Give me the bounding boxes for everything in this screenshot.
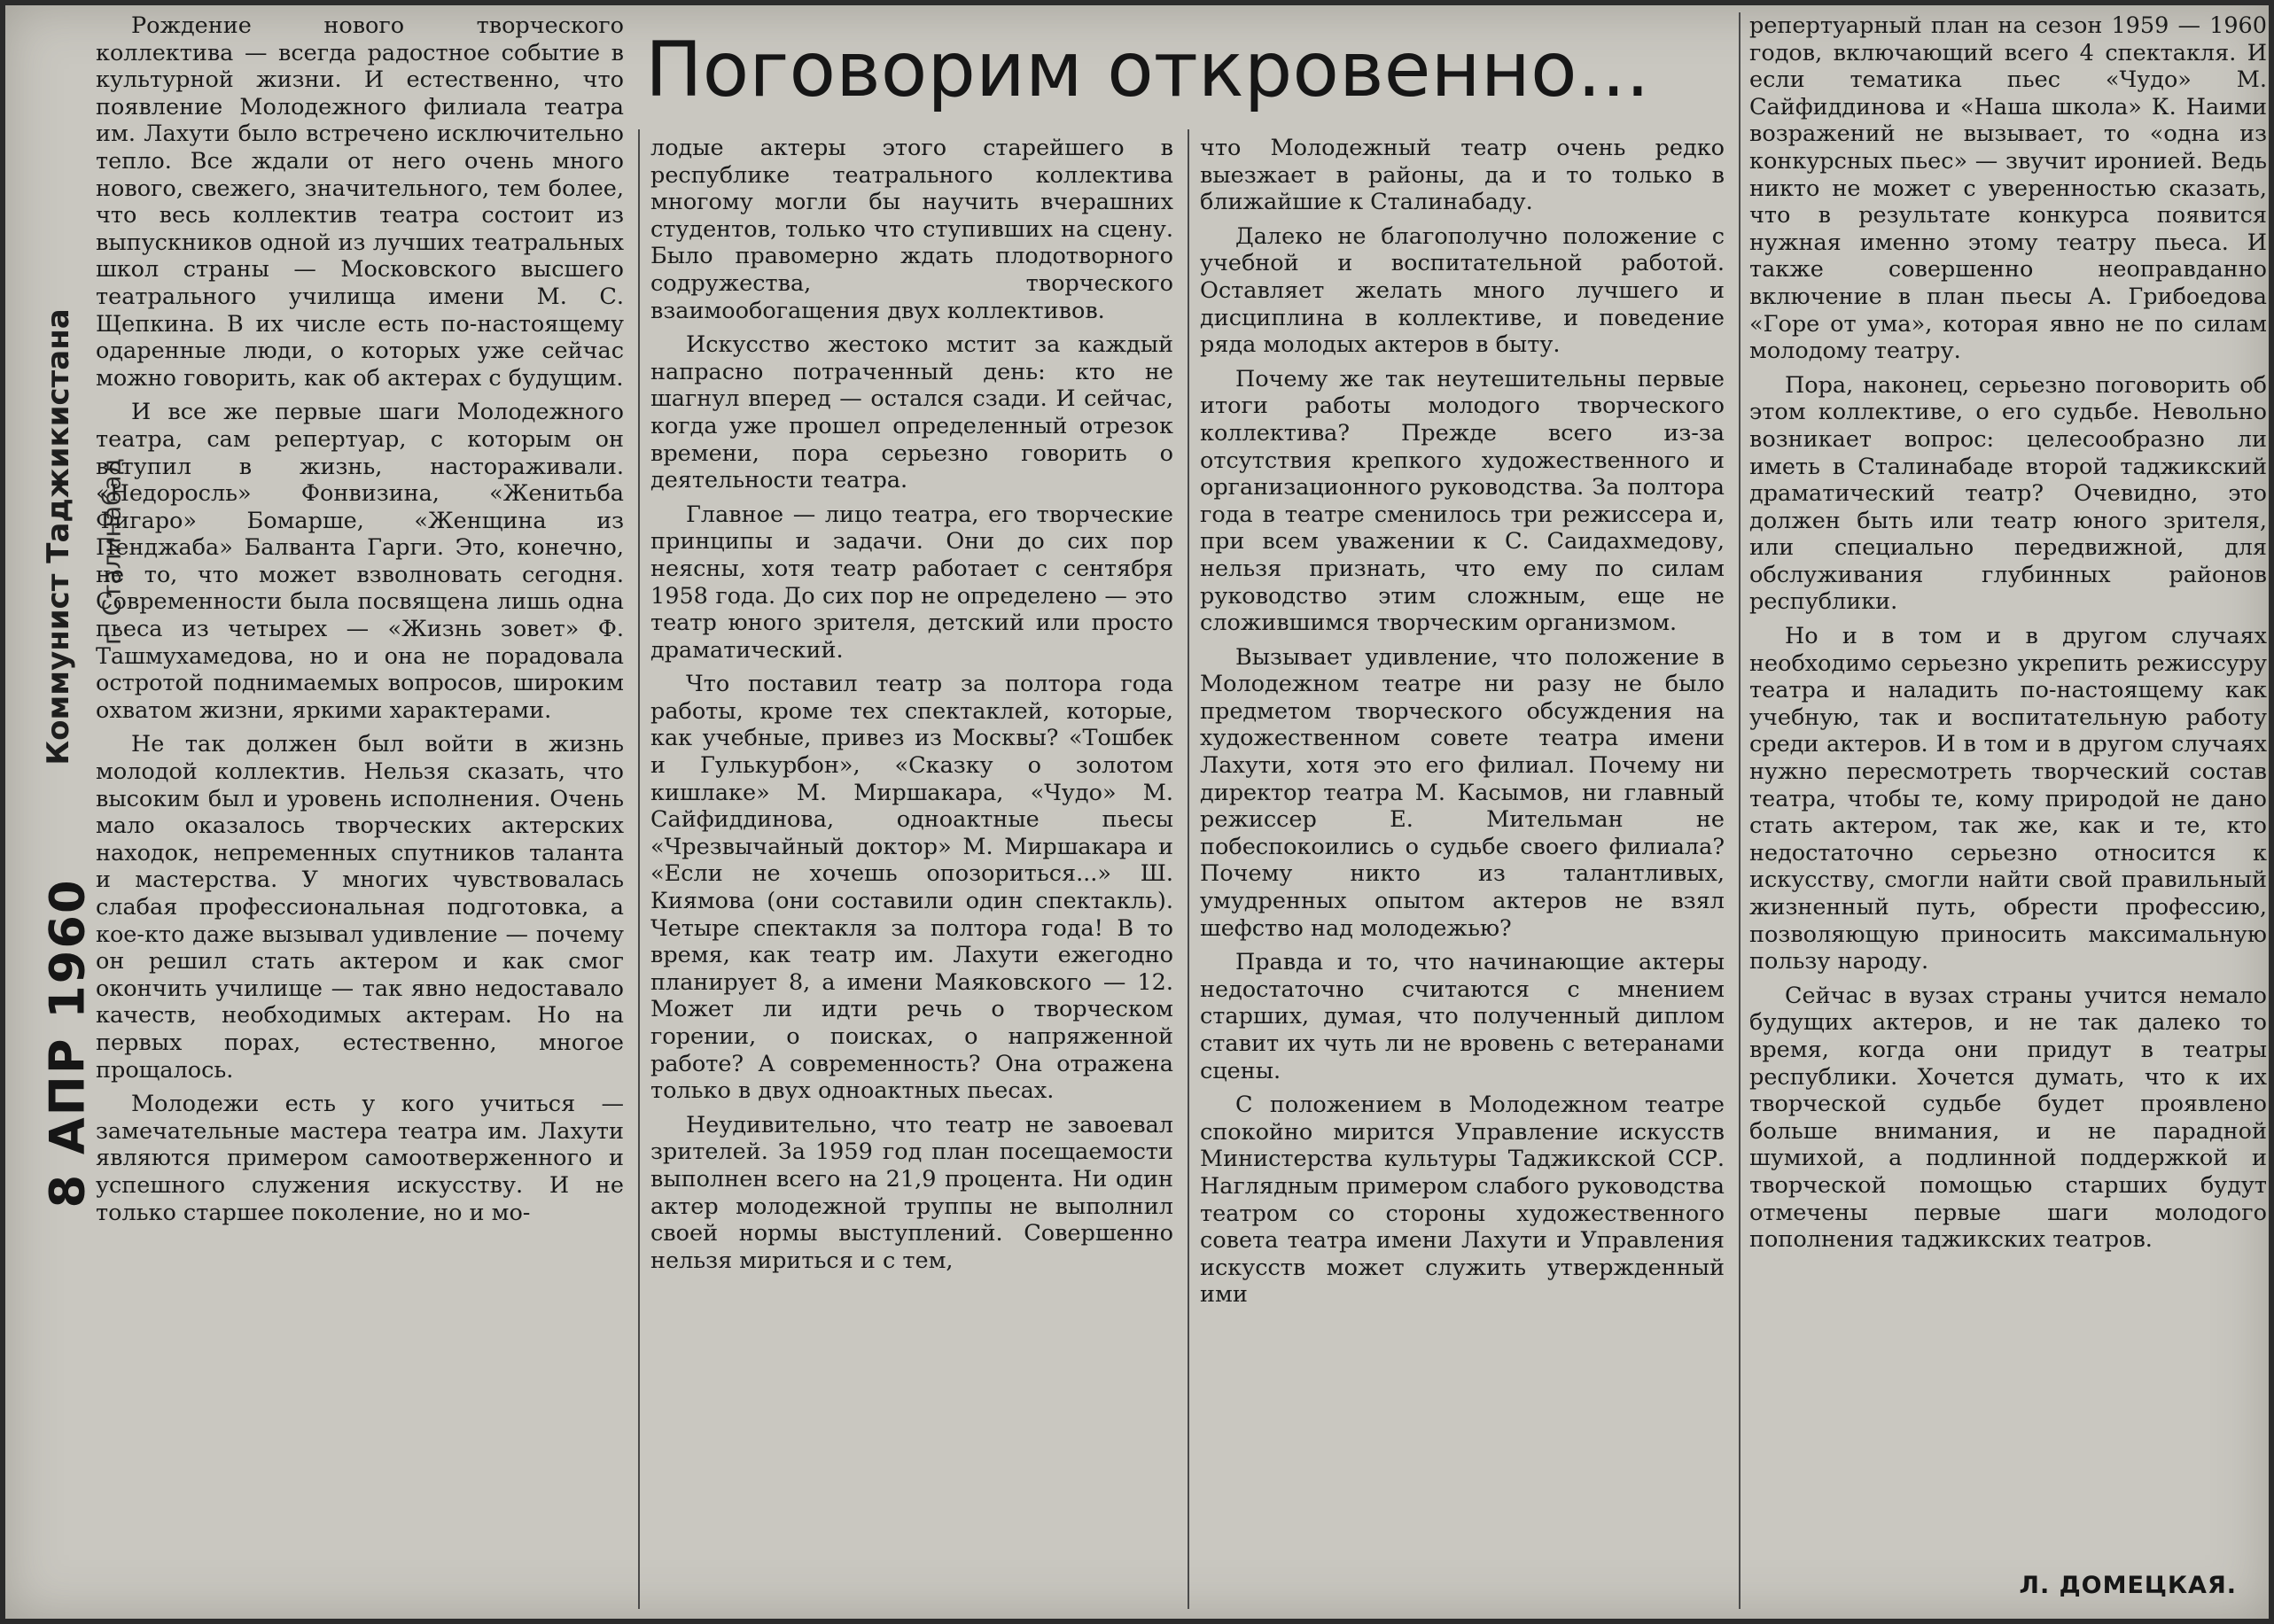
paragraph: Не так должен был войти в жизнь молодой коллектив. Нельзя сказать, что высоким был и уровень исполнения. Очень мало оказалось творческих актерских находок, непременных спутников таланта и мастерства. У многих чувствовалась слабая профессиональная подготовка, а кое-кто даже вызывал удивление — почему он решил стать актером и как смог окончить училище — так явно недоставало качеств, необходимых актерам. Но на первых порах, естественно, многое прощалось. (96, 731, 624, 1084)
article-column-3 (1200, 135, 1725, 1316)
column-divider (1188, 129, 1189, 1609)
paragraph: Рождение нового творческого коллектива — всегда радостное событие в культурной жизни. И естественно, что появление Молодежного филиала театра им. Лахути было встречено исключительно тепло. Все ждали от него очень много нового, свежего, значительного, тем более, что весь коллектив театра состоит из выпускников одной из лучших театральных школ страны — Московского высшего театрального училища имени М. С. Щепкина. В их числе есть по-настоящему одаренные люди, о которых уже сейчас можно говорить, как об актерах с будущим. (96, 12, 624, 392)
newspaper-clipping (5, 5, 2269, 1619)
stamp-date: 8 АПР 1960 (39, 878, 96, 1208)
stamp-newspaper-name: Коммунист Таджикистана (41, 308, 76, 765)
paragraph: Пора, наконец, серьезно поговорить об этом коллективе, о его судьбе. Невольно возникает вопрос: целесообразно ли иметь в Сталинабаде второй таджикский драматический театр? Очевидно, это должен быть или театр юного зрителя, или специально передвижной, для обслуживания глубинных районов республики. (1749, 371, 2267, 616)
paragraph: лодые актеры этого старейшего в республике театрального коллектива многому могли бы научить вчерашних студентов, только что ступивших на сцену. Было правомерно ждать плодотворного содружества, творческого взаимообогащения двух коллективов. (650, 135, 1173, 324)
paragraph: Сейчас в вузах страны учится немало будущих актеров, и не так далеко то время, когда они придут в театры республики. Хочется думать, что к их творческой судьбе будет проявлено больше внимания, и не парадной шумихой, а подлинной поддержкой и творческой помощью старших будут отмечены первые шаги молодого пополнения таджикских театров. (1749, 982, 2267, 1254)
paragraph: Молодежи есть у кого учиться — замечательные мастера театра им. Лахути являются примером самоотверженного и успешного служения искусству. И не только старшее поколение, но и мо- (96, 1091, 624, 1226)
author-signature: Л. ДОМЕЦКАЯ. (2019, 1572, 2237, 1599)
column-divider (1739, 12, 1741, 1609)
paragraph: что Молодежный театр очень редко выезжает в районы, да и то только в ближайшие к Сталинабаду. (1200, 135, 1725, 216)
paragraph: Искусство жестоко мстит за каждый напрасно потраченный день: кто не шагнул вперед — остался сзади. И сейчас, когда уже прошел определенный отрезок времени, пора серьезно говорить о деятельности театра. (650, 331, 1173, 494)
paragraph: С положением в Молодежном театре спокойно мирится Управление искусств Министерства культуры Таджикской ССР. Наглядным примером слабого руководства театром со стороны художественного совета театра имени Лахути и Управления искусств может служить утвержденный ими (1200, 1092, 1725, 1309)
article-column-4 (1749, 12, 2267, 1261)
paragraph: репертуарный план на сезон 1959 — 1960 годов, включающий всего 4 спектакля. И если тематика пьес «Чудо» М. Сайфиддинова и «Наша школа» К. Наими возражений не вызывает, то «одна из конкурсных пьес» — звучит иронией. Ведь никто не может с уверенностью сказать, что в результате конкурса появится нужная именно этому театру пьеса. И также совершенно неоправданно включение в план пьесы А. Грибоедова «Горе от ума», которая явно не по силам молодому театру. (1749, 12, 2267, 365)
paragraph: Но и в том и в другом случаях необходимо серьезно укрепить режиссуру театра и наладить по-настоящему как учебную, так и воспитательную работу среди актеров. И в том и в другом случаях нужно пересмотреть творческий состав театра, чтобы те, кому природой не дано стать актером, так же, как и те, кто недостаточно серьезно относится к искусству, смогли найти свой правильный жизненный путь, обрести профессию, позволяющую приносить максимальную пользу народу. (1749, 623, 2267, 975)
paragraph: Главное — лицо театра, его творческие принципы и задачи. Они до сих пор неясны, хотя театр работает с сентября 1958 года. До сих пор не определено — это театр юного зрителя, детский или просто драматический. (650, 501, 1173, 664)
paragraph: Почему же так неутешительны первые итоги работы молодого творческого коллектива? Прежде всего из-за отсутствия крепкого художественного и организационного руководства. За полтора года в театре сменилось три режиссера и, при всем уважении к С. Саидахмедову, нельзя признать, что ему по силам руководство этим сложным, еще не сложившимся творческим организмом. (1200, 365, 1725, 637)
article-column-1 (96, 12, 624, 1233)
stamp-city: г. Сталинабад (97, 458, 127, 645)
date-stamp (5, 5, 127, 1619)
paragraph: Правда и то, что начинающие актеры недостаточно считаются с мнением старших, думая, что полученный диплом ставит их чуть ли не вровень с ветеранами сцены. (1200, 949, 1725, 1084)
paragraph: Вызывает удивление, что положение в Молодежном театре ни разу не было предметом творческого обсуждения на художественном совете театра имени Лахути, хотя это его филиал. Почему ни директор театра М. Касымов, ни главный режиссер Е. Мительман не побеспокоились о судьбе своего филиала? Почему никто из талантливых, умудренных опытом актеров не взял шефство над молодежью? (1200, 643, 1725, 942)
article-column-2 (650, 135, 1173, 1281)
paragraph: Что поставил театр за полтора года работы, кроме тех спектаклей, которые, как учебные, привез из Москвы? «Тошбек и Гулькурбон», «Сказку о золотом кишлаке» М. Миршакара, «Чудо» М. Сайфиддинова, одноактные пьесы «Чрезвычайный доктор» М. Миршакара и «Если не хочешь опозориться...» Ш. Киямова (они составили один спектакль). Четыре спектакля за полтора года! В то время, как театр им. Лахути ежегодно планирует 8, а имени Маяковского — 12. Может ли идти речь о творческом горении, о поисках, о напряженной работе? А современность? Она отражена только в двух одноактных пьесах. (650, 671, 1173, 1105)
paragraph: И все же первые шаги Молодежного театра, сам репертуар, с которым он вступил в жизнь, настораживали. «Недоросль» Фонвизина, «Женитьба Фигаро» Бомарше, «Женщина из Пенджаба» Балванта Гарги. Это, конечно, не то, что может взволновать сегодня. Современности была посвящена лишь одна пьеса из четырех — «Жизнь зовет» Ф. Ташмухамедова, но и она не порадовала остротой поднимаемых вопросов, широким охватом жизни, яркими характерами. (96, 399, 624, 724)
paragraph: Далеко не благополучно положение с учебной и воспитательной работой. Оставляет желать много лучшего и дисциплина в коллективе, и поведение ряда молодых актеров в быту. (1200, 222, 1725, 359)
paragraph: Неудивительно, что театр не завоевал зрителей. За 1959 год план посещаемости выполнен всего на 21,9 процента. Ни один актер молодежной труппы не выполнил своей нормы выступлений. Совершенно нельзя мириться и с тем, (650, 1111, 1173, 1274)
column-divider (638, 129, 640, 1609)
article-headline: Поговорим откровенно... (645, 26, 1650, 114)
